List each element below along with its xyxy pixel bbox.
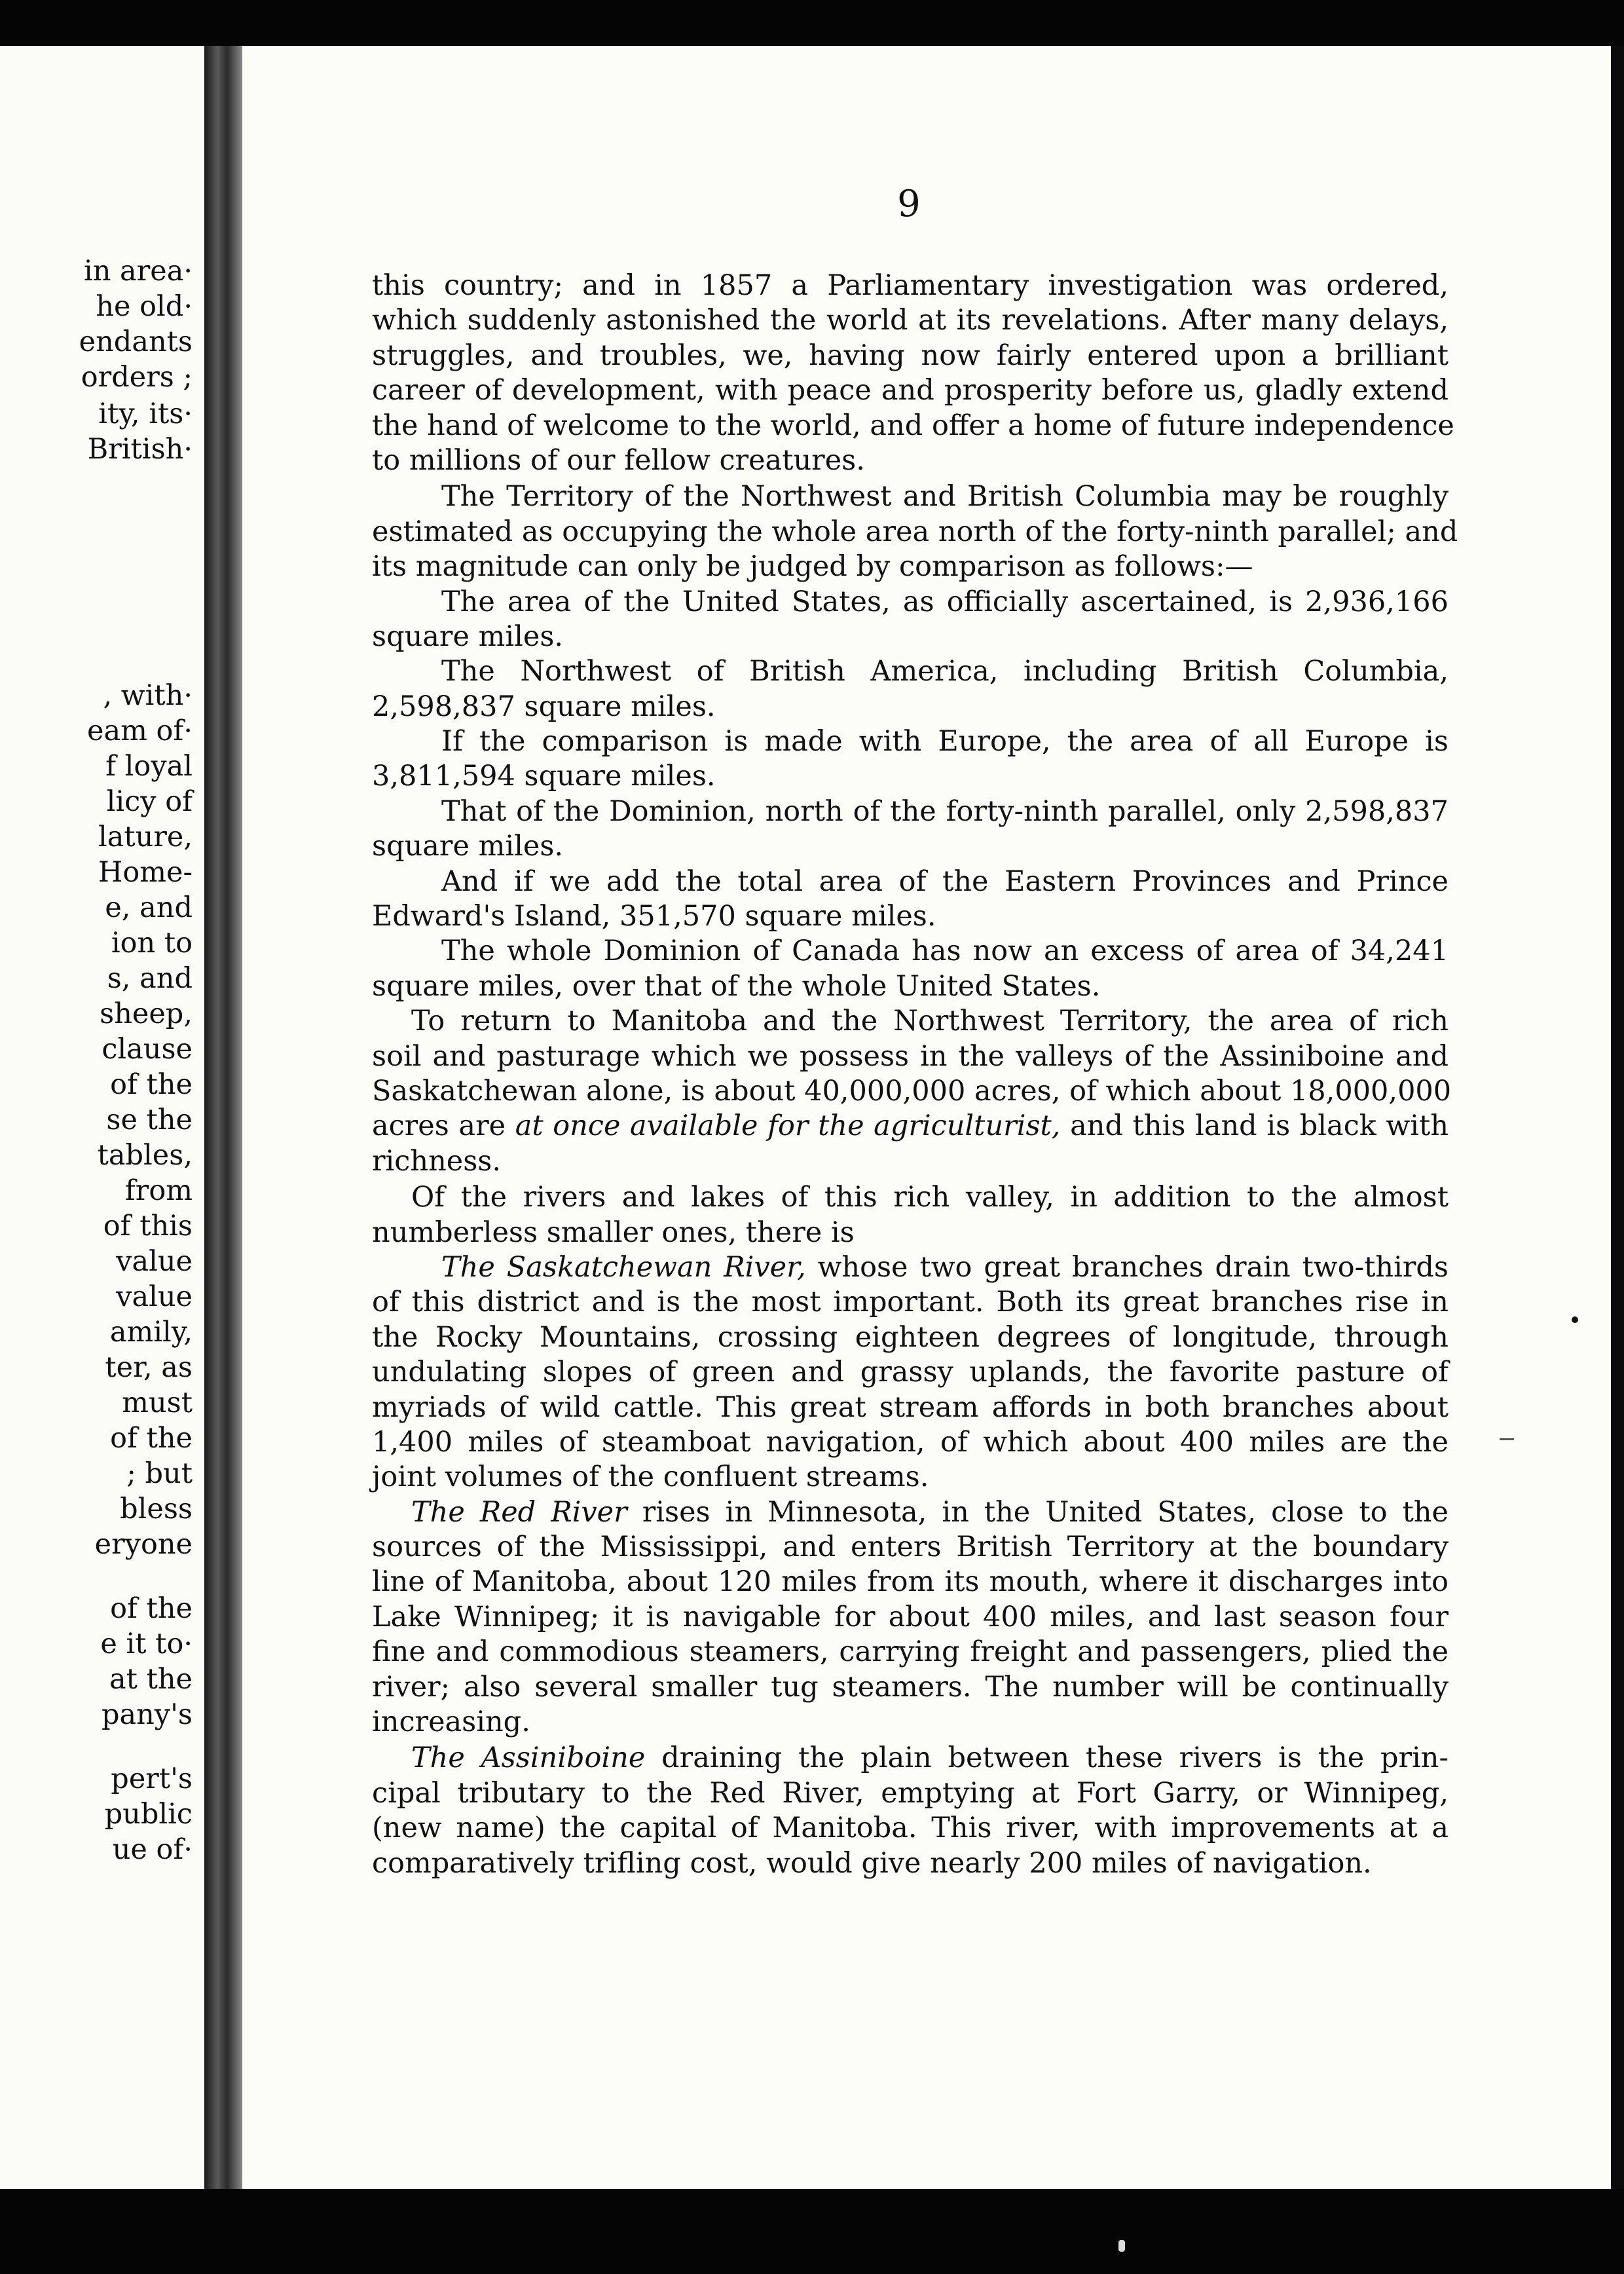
text-line: increasing. xyxy=(372,1706,530,1739)
text-fragment: acres are xyxy=(372,1109,506,1143)
text-fragment: draining the plain between these rivers is the prin- xyxy=(661,1742,1449,1775)
facing-page-fragment: British· xyxy=(87,433,193,466)
text-line: line of Manitoba, about 120 miles from its mouth, where it discharges into xyxy=(372,1565,1449,1599)
facing-page-fragment: eam of· xyxy=(87,715,193,747)
margin-speck xyxy=(1572,1316,1578,1323)
facing-page-fragment: bless xyxy=(120,1493,193,1525)
text-line: of this district and is the most important. Both its great branches rise in xyxy=(372,1286,1449,1319)
facing-page-fragment: tables, xyxy=(97,1139,193,1172)
text-line: joint volumes of the confluent streams. xyxy=(372,1461,929,1494)
facing-page-fragment: f loyal xyxy=(105,750,193,783)
facing-page-fragment: ter, as xyxy=(105,1351,193,1384)
facing-page-fragment: clause xyxy=(101,1033,193,1066)
text-line: comparatively trifling cost, would give nearly 200 miles of navigation. xyxy=(372,1846,1372,1880)
text-fragment: whose two great branches drain two-thirds xyxy=(817,1250,1449,1284)
facing-page-fragment: of the xyxy=(110,1422,193,1455)
text-line: Lake Winnipeg; it is navigable for about 400 miles, and last season four xyxy=(372,1600,1449,1633)
facing-page-fragment: at the xyxy=(109,1663,193,1696)
facing-page-fragment: ue of· xyxy=(112,1833,193,1866)
facing-page-fragment: Home- xyxy=(98,856,193,889)
text-line: To return to Manitoba and the Northwest Territory, the area of rich xyxy=(411,1005,1449,1038)
text-line: 3,811,594 square miles. xyxy=(372,760,716,793)
facing-page-fragment: licy of xyxy=(106,785,193,818)
facing-page-fragment: ity, its· xyxy=(98,398,193,430)
text-line: sources of the Mississippi, and enters British Territory at the boundary xyxy=(372,1531,1449,1564)
italic-heading: The Saskatchewan River, xyxy=(441,1250,806,1284)
facing-page-fragment: amily, xyxy=(109,1316,193,1349)
facing-page-fragment: endants xyxy=(79,326,193,358)
facing-page-fragment: in area· xyxy=(83,255,193,288)
text-line: Of the rivers and lakes of this rich valley, in addition to the almost xyxy=(411,1181,1449,1214)
facing-page-fragment: pany's xyxy=(101,1698,193,1731)
text-line: 1,400 miles of steamboat navigation, of which about 400 miles are the xyxy=(372,1425,1449,1459)
text-line: square miles, over that of the whole United States. xyxy=(372,969,1101,1003)
italic-heading: The Red River xyxy=(411,1495,627,1529)
text-line: Saskatchewan alone, is about 40,000,000 acres, of which about 18,000,000 xyxy=(372,1074,1452,1108)
facing-page-fragment: eryone xyxy=(94,1528,193,1561)
scan-artifact xyxy=(1118,2240,1125,2252)
facing-page-fragment: e, and xyxy=(105,891,193,924)
text-line: the Rocky Mountains, crossing eighteen degrees of longitude, through xyxy=(372,1320,1449,1354)
facing-page-fragment: s, and xyxy=(107,962,193,995)
italic-phrase: at once available for the agriculturist, xyxy=(515,1109,1061,1143)
text-line: And if we add the total area of the Eastern Provinces and Prince xyxy=(441,865,1449,898)
text-line: Edward's Island, 351,570 square miles. xyxy=(372,900,936,933)
page-number: 9 xyxy=(897,183,921,225)
facing-page-edge xyxy=(0,46,204,2189)
scan-right-border xyxy=(1611,46,1624,2189)
text-line-mixed xyxy=(372,1741,1449,1776)
facing-page-fragment: of this xyxy=(103,1210,193,1242)
text-line: this country; and in 1857 a Parliamentary investigation was ordered, xyxy=(372,269,1449,302)
text-line-mixed xyxy=(372,1250,1449,1285)
italic-heading: The Assiniboine xyxy=(411,1742,646,1775)
facing-page-fragment: of the xyxy=(110,1592,193,1625)
text-line: cipal tributary to the Red River, emptying at Fort Garry, or Winnipeg, xyxy=(372,1776,1449,1810)
text-line: (new name) the capital of Manitoba. This river, with improvements at a xyxy=(372,1812,1449,1845)
text-line: richness. xyxy=(372,1144,502,1178)
text-line: The Territory of the Northwest and British Columbia may be roughly xyxy=(441,480,1449,513)
scan-bottom-border xyxy=(0,2189,1624,2274)
text-line: The area of the United States, as officially ascertained, is 2,936,166 xyxy=(441,585,1449,618)
text-line: to millions of our fellow creatures. xyxy=(372,443,865,477)
facing-page-fragment: sheep, xyxy=(100,997,193,1030)
text-line: That of the Dominion, north of the forty-ninth parallel, only 2,598,837 xyxy=(441,794,1449,828)
facing-page-fragment: e it to· xyxy=(100,1628,193,1660)
text-line-mixed xyxy=(372,1109,1449,1144)
text-fragment: rises in Minnesota, in the United States, close to the xyxy=(642,1495,1449,1529)
text-line: soil and pasturage which we possess in the valleys of the Assiniboine and xyxy=(372,1039,1449,1073)
text-fragment: and this land is black with xyxy=(1070,1109,1449,1143)
facing-page-fragment: , with· xyxy=(103,679,193,712)
book-gutter xyxy=(204,46,242,2189)
facing-page-fragment: lature, xyxy=(98,821,193,853)
text-line: square miles. xyxy=(372,620,564,653)
text-line-mixed xyxy=(372,1495,1449,1530)
body-text xyxy=(372,269,1458,1881)
scan-top-border xyxy=(0,0,1624,46)
facing-page-fragment: value xyxy=(116,1280,193,1313)
facing-page-fragment: ion to xyxy=(111,927,193,960)
margin-mark xyxy=(1500,1438,1514,1440)
facing-page-fragment: from xyxy=(124,1174,193,1207)
facing-page-fragment: pert's xyxy=(111,1762,193,1795)
text-line: square miles. xyxy=(372,830,564,863)
facing-page-fragment: se the xyxy=(106,1104,193,1136)
facing-page-fragment: orders ; xyxy=(81,361,193,394)
text-line: career of development, with peace and prosperity before us, gladly extend xyxy=(372,374,1449,407)
facing-page-fragment: must xyxy=(122,1387,193,1419)
text-line: its magnitude can only be judged by comparison as follows:— xyxy=(372,550,1253,584)
facing-page-fragment: of the xyxy=(110,1068,193,1101)
text-line: If the comparison is made with Europe, the area of all Europe is xyxy=(441,725,1449,758)
facing-page-fragment: public xyxy=(104,1798,193,1831)
text-line: myriads of wild cattle. This great stream affords in both branches about xyxy=(372,1390,1449,1424)
text-line: The Northwest of British America, including British Columbia, xyxy=(441,655,1449,688)
text-line: estimated as occupying the whole area north of the forty-ninth parallel; and xyxy=(372,515,1458,548)
text-line: undulating slopes of green and grassy uplands, the favorite pasture of xyxy=(372,1356,1449,1389)
text-line: numberless smaller ones, there is xyxy=(372,1216,855,1249)
text-line: struggles, and troubles, we, having now fairly entered upon a brilliant xyxy=(372,339,1449,372)
text-line: which suddenly astonished the world at its revelations. After many delays, xyxy=(372,304,1449,337)
text-line: fine and commodious steamers, carrying freight and passengers, plied the xyxy=(372,1635,1449,1669)
facing-page-fragment: he old· xyxy=(96,290,193,323)
text-line: the hand of welcome to the world, and offer a home of future independence xyxy=(372,409,1454,442)
text-line: 2,598,837 square miles. xyxy=(372,690,716,723)
facing-page-fragment: ; but xyxy=(126,1457,193,1490)
text-line: The whole Dominion of Canada has now an excess of area of 34,241 xyxy=(441,935,1449,968)
text-line: river; also several smaller tug steamers. The number will be continually xyxy=(372,1670,1449,1704)
facing-page-fragment: value xyxy=(116,1245,193,1278)
